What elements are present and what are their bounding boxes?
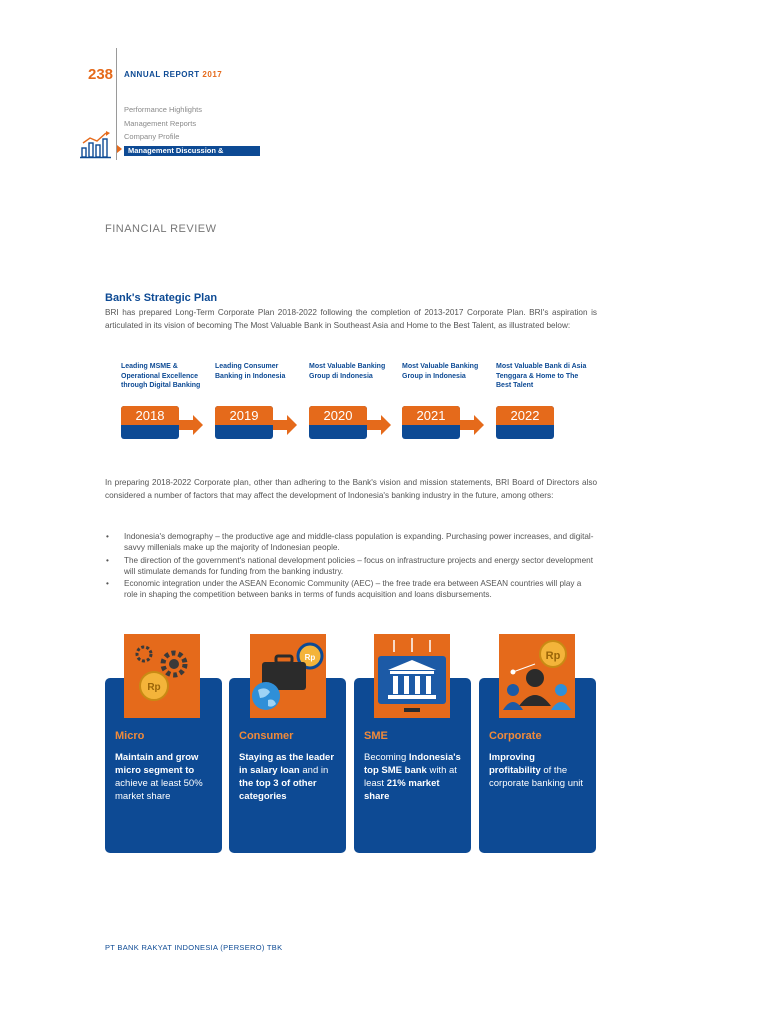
currency-symbol: Rp: [304, 653, 316, 662]
globe-briefcase-icon: [250, 634, 326, 718]
card-text-bold: the top 3 of other categories: [239, 778, 317, 802]
factors-paragraph: In preparing 2018-2022 Corporate plan, other than adhering to the Bank's vision and mission statements, BRI Board of Directors also considered a number of factors that may affect the development of Indonesia's banking industry in the future, among others:: [105, 478, 597, 501]
list-item: • Economic integration under the ASEAN Economic Community (AEC) – the free trade era between ASEAN countries will play a role in shaping the competition between banks in terms of funds acquisition and loans disbursements.: [105, 578, 597, 601]
intro-paragraph: BRI has prepared Long-Term Corporate Plan 2018-2022 following the completion of 2013-2017 Corporate Plan. BRI's aspiration is articulated in its vision of becoming The Most Valuable Bank in Southeast Asia and Home to the Best Talent, as illustrated below:: [105, 308, 597, 331]
section-title: FINANCIAL REVIEW: [105, 223, 217, 235]
year-label: 2020: [309, 406, 367, 425]
card-text-regular: Becoming: [364, 752, 409, 763]
nav-item-mda[interactable]: Management Discussion & Analysis: [124, 146, 260, 156]
report-year: 2017: [202, 70, 223, 79]
card-title: SME: [364, 730, 388, 742]
gears-coin-icon: [124, 634, 200, 718]
footer-company-name: PT BANK RAKYAT INDONESIA (PERSERO) TBK: [105, 943, 283, 952]
year-box: [121, 406, 179, 439]
nav-item-company-profile[interactable]: Company Profile: [124, 132, 180, 141]
report-title: [124, 70, 222, 79]
timeline-item-2018: [121, 362, 213, 423]
year-box: [309, 406, 367, 439]
header-divider: [116, 48, 117, 160]
timeline-item-2021: [402, 362, 494, 423]
timeline-item-2020: [309, 362, 401, 423]
card-text-regular: and in: [299, 765, 329, 776]
card-text-bold: 21% market share: [364, 778, 440, 802]
card-text: [115, 751, 215, 803]
bar-chart-icon: [80, 131, 112, 159]
list-item: • Indonesia's demography – the productive age and middle-class population is expanding. Purchasing power increases, and digital-savvy millenials make up the majority of Indonesian people.: [105, 531, 597, 554]
currency-symbol: Rp: [545, 650, 561, 662]
card-title: Micro: [115, 730, 145, 742]
card-text-bold: Improving profitability: [489, 752, 541, 776]
card-title: Consumer: [239, 730, 294, 742]
card-title: Corporate: [489, 730, 542, 742]
year-label: 2019: [215, 406, 273, 425]
card-text: [364, 751, 464, 803]
year-box: [215, 406, 273, 439]
list-item: • The direction of the government's national development policies – focus on infrastructure projects and energy sector development will stimulate demands for funding from the banking industry.: [105, 555, 597, 578]
card-text-regular: with at least: [364, 765, 457, 789]
timeline-label: Most Valuable Banking Group in Indonesia: [402, 363, 479, 380]
card-text-bold: Staying as the leader in salary loan: [239, 752, 335, 776]
card-text: [489, 751, 589, 790]
timeline-label: Most Valuable Bank di Asia Tenggara & Home to The Best Talent: [496, 363, 587, 389]
timeline-label: Leading MSME & Operational Excellence through Digital Banking: [121, 363, 201, 389]
section-nav: [124, 103, 260, 165]
currency-symbol: Rp: [147, 682, 161, 693]
card-text-bold: Indonesia's top SME bank: [364, 752, 461, 776]
year-box: [496, 406, 554, 439]
year-box: [402, 406, 460, 439]
report-title-text: ANNUAL REPORT: [124, 70, 200, 79]
page-number: 238: [88, 66, 114, 83]
business-people-icon: [499, 634, 575, 718]
nav-item-performance[interactable]: Performance Highlights: [124, 105, 202, 114]
year-label: 2022: [496, 406, 554, 425]
arrow-right-icon: [179, 420, 193, 430]
arrow-right-icon: [367, 420, 381, 430]
timeline-item-2022: [496, 362, 588, 423]
year-label: 2018: [121, 406, 179, 425]
arrow-right-icon: [273, 420, 287, 430]
arrow-right-icon: [460, 420, 474, 430]
timeline-label: Leading Consumer Banking in Indonesia: [215, 363, 286, 380]
plan-heading: Bank's Strategic Plan: [105, 292, 218, 304]
active-nav-marker-icon: [117, 145, 122, 153]
card-text-regular: achieve at least 50% market share: [115, 778, 203, 802]
year-label: 2021: [402, 406, 460, 425]
card-text-regular: of the corporate banking unit: [489, 765, 584, 789]
nav-item-management-reports[interactable]: Management Reports: [124, 118, 197, 128]
factors-list: [105, 531, 597, 602]
bank-building-icon: [374, 634, 450, 718]
card-text: [239, 751, 339, 803]
timeline-label: Most Valuable Banking Group di Indonesia: [309, 363, 386, 380]
timeline-item-2019: [215, 362, 307, 423]
card-text-bold: Maintain and grow micro segment to: [115, 752, 199, 776]
